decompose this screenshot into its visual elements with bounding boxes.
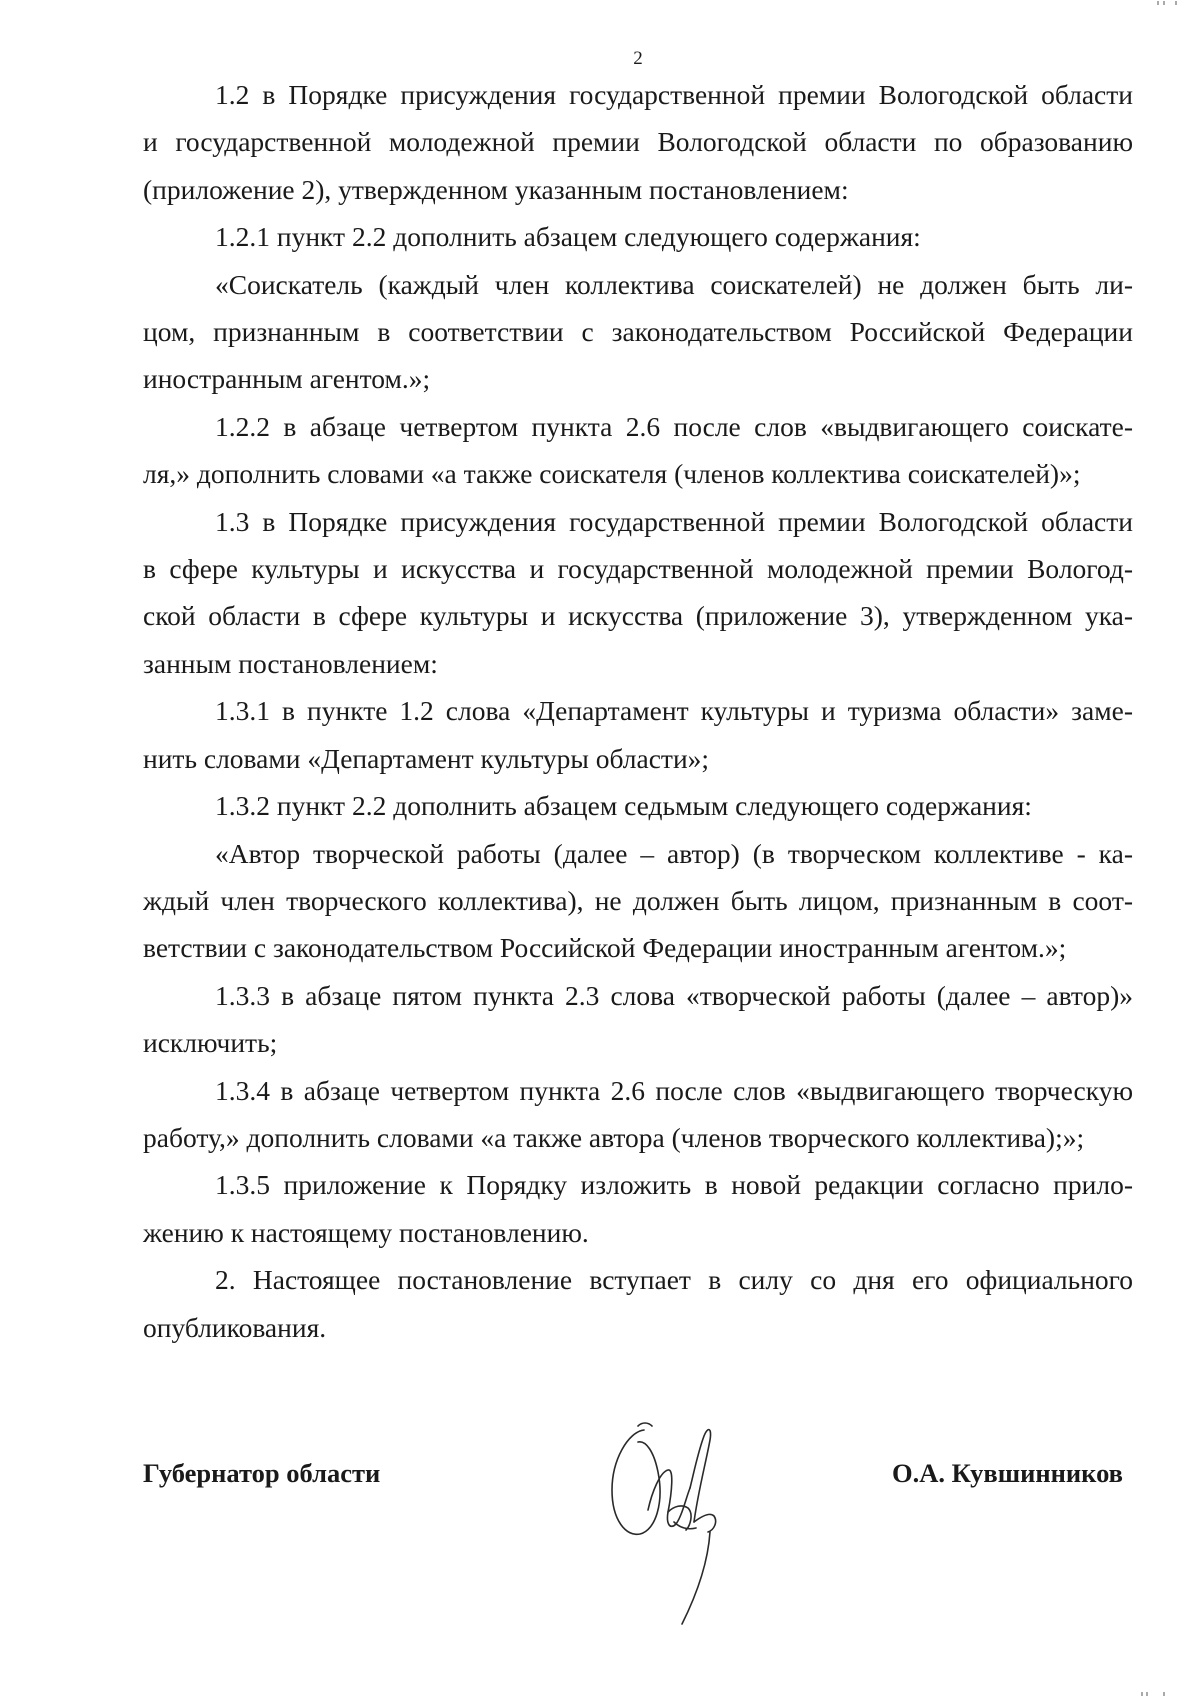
signatory-name: О.А. Кувшинников	[891, 1458, 1123, 1488]
document-body	[143, 71, 1133, 1351]
text-line: 1.2 в Порядке присуждения государственной премии Вологодской области	[215, 79, 1133, 110]
text-line: ждый член творческого коллектива), не должен быть лицом, признанным в соот-	[143, 884, 1133, 916]
text-line: ля,» дополнить словами «а также соискателя (членов коллектива соискателей)»;	[143, 458, 1081, 490]
text-line: и государственной молодежной премии Вологодской области по образованию	[143, 126, 1133, 158]
scan-mark-top	[1156, 0, 1186, 6]
paragraph-1-3-5	[143, 1161, 1133, 1256]
text-line: 1.3.3 в абзаце пятом пункта 2.3 слова «творческой работы (далее – автор)»	[215, 979, 1133, 1011]
text-line: «Автор творческой работы (далее – автор) (в творческом коллективе - ка-	[215, 837, 1133, 869]
text-line: 2. Настоящее постановление вступает в силу со дня его официального	[215, 1264, 1133, 1296]
text-line: занным постановлением:	[143, 647, 438, 679]
text-line: (приложение 2), утвержденном указанным постановлением:	[143, 173, 849, 205]
text-line: в сфере культуры и искусства и государственной молодежной премии Вологод-	[143, 553, 1133, 585]
paragraph-1-3-2	[143, 782, 1133, 829]
text-line: работу,» дополнить словами «а также автора (членов творческого коллектива);»;	[143, 1121, 1085, 1153]
paragraph-1-2	[143, 71, 1133, 213]
paragraph-1-2-2	[143, 403, 1133, 498]
paragraph-1-3-1	[143, 687, 1133, 782]
text-line: 1.3.2 пункт 2.2 дополнить абзацем седьмым следующего содержания:	[215, 790, 1032, 822]
paragraph-quote-2	[143, 830, 1133, 972]
text-line: 1.2.1 пункт 2.2 дополнить абзацем следующего содержания:	[215, 221, 921, 253]
signatory-position: Губернатор области	[143, 1458, 381, 1488]
text-line: 1.2.2 в абзаце четвертом пункта 2.6 после слов «выдвигающего соискате-	[215, 410, 1133, 442]
text-line: ской области в сфере культуры и искусства (приложение 3), утвержденном ука-	[143, 600, 1133, 632]
text-line: жению к настоящему постановлению.	[143, 1216, 589, 1248]
text-line: нить словами «Департамент культуры области»;	[143, 742, 710, 774]
paragraph-1-3-3	[143, 972, 1133, 1067]
text-line: исключить;	[143, 1027, 278, 1059]
text-line: «Соискатель (каждый член коллектива соискателей) не должен быть ли-	[215, 268, 1133, 300]
text-line: цом, признанным в соответствии с законодательством Российской Федерации	[143, 316, 1133, 348]
paragraph-quote-1	[143, 261, 1133, 403]
handwritten-signature	[598, 1412, 738, 1627]
text-line: 1.3 в Порядке присуждения государственной премии Вологодской области	[215, 505, 1133, 537]
paragraph-1-2-1	[143, 213, 1133, 260]
text-line: опубликования.	[143, 1311, 327, 1343]
scan-mark-bottom	[1140, 1691, 1170, 1697]
text-line: 1.3.5 приложение к Порядку изложить в новой редакции согласно прило-	[215, 1169, 1133, 1201]
text-line: 1.3.1 в пункте 1.2 слова «Департамент культуры и туризма области» заме-	[215, 695, 1133, 727]
page-number: 2	[633, 48, 643, 69]
paragraph-1-3	[143, 498, 1133, 688]
text-line: ветствии с законодательством Российской Федерации иностранным агентом.»;	[143, 932, 1067, 964]
paragraph-2	[143, 1256, 1133, 1351]
text-line: 1.3.4 в абзаце четвертом пункта 2.6 после слов «выдвигающего творческую	[215, 1074, 1133, 1106]
text-line: иностранным агентом.»;	[143, 363, 431, 395]
paragraph-1-3-4	[143, 1067, 1133, 1162]
